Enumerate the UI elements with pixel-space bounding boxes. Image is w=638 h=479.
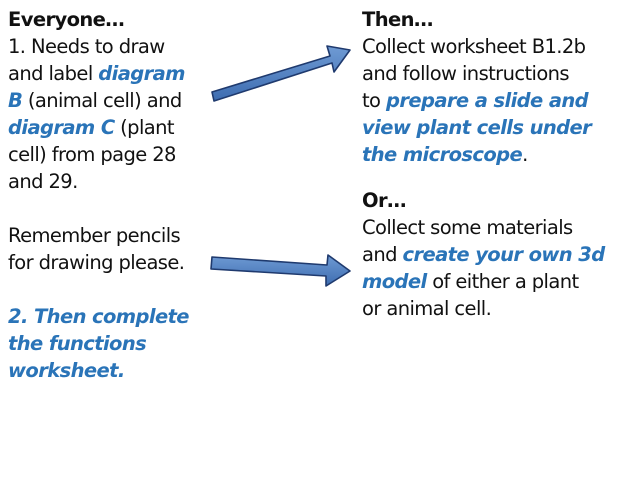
left-line-5: cell) from page 28: [8, 143, 176, 166]
left-line-4-text: (plant: [114, 116, 174, 139]
right-line-5-text: .: [522, 143, 528, 166]
diagonal-arrow-icon: [212, 46, 350, 101]
prepare-slide-highlight: prepare a slide and: [385, 89, 589, 112]
diagram-c-highlight: diagram C: [8, 116, 115, 139]
diagram-b-highlight: B: [8, 89, 23, 112]
right-line-7: Collect some materials: [362, 216, 573, 239]
functions-task-line-1: 2. Then complete: [8, 305, 189, 328]
view-cells-highlight: view plant cells under: [362, 116, 592, 139]
microscope-highlight: the microscope: [362, 143, 523, 166]
left-heading: Everyone…: [8, 8, 125, 31]
right-heading-then: Then…: [362, 8, 433, 31]
right-line-3-text: to: [362, 89, 386, 112]
left-line-2-text: and label: [8, 62, 99, 85]
left-line-6: and 29.: [8, 170, 78, 193]
model-highlight: model: [362, 270, 427, 293]
functions-task-line-3: worksheet.: [8, 359, 125, 382]
left-line-9: for drawing please.: [8, 251, 185, 274]
functions-task-line-2: the functions: [8, 332, 147, 355]
right-line-10: or animal cell.: [362, 297, 492, 320]
create-model-highlight: create your own 3d: [402, 243, 605, 266]
right-line-8-text: and: [362, 243, 403, 266]
right-heading-or: Or…: [362, 189, 406, 212]
left-line-3-text: (animal cell) and: [22, 89, 182, 112]
right-arrow-icon: [211, 255, 350, 286]
right-line-2: and follow instructions: [362, 62, 569, 85]
right-line-9-text: of either a plant: [426, 270, 579, 293]
right-line-1: Collect worksheet B1.2b: [362, 35, 586, 58]
left-line-1: 1. Needs to draw: [8, 35, 165, 58]
left-line-8: Remember pencils: [8, 224, 181, 247]
diagram-highlight: diagram: [98, 62, 185, 85]
